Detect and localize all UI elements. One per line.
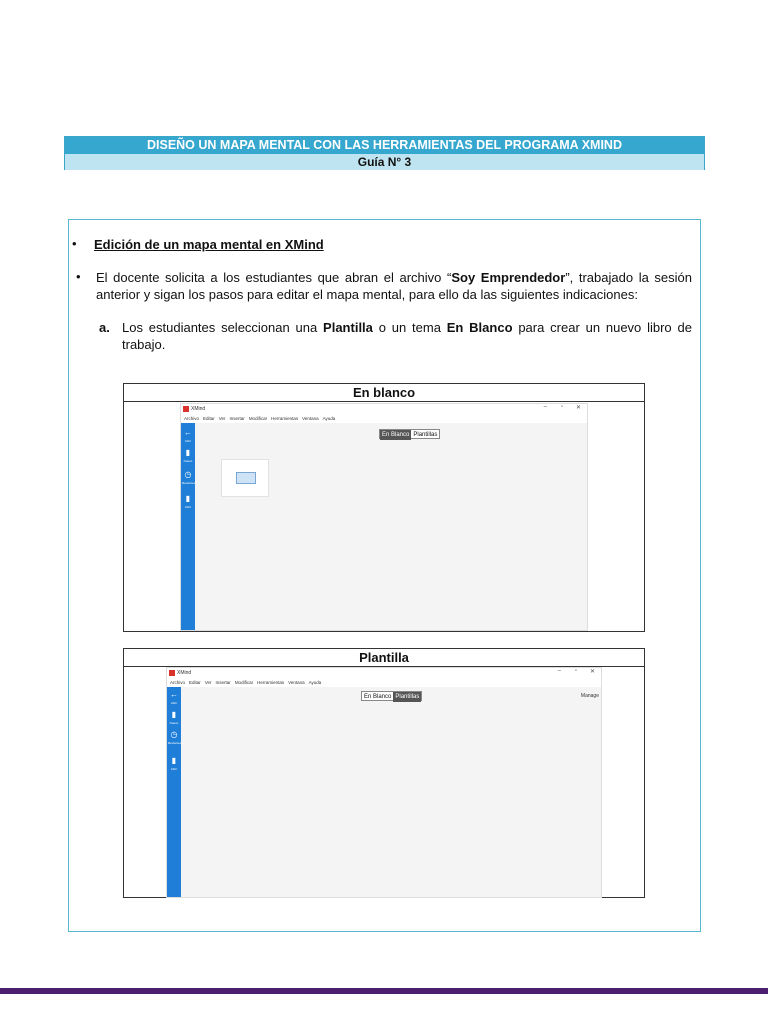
folder-icon[interactable]: ▮ — [171, 756, 177, 765]
toggle-templates[interactable]: Plantillas — [395, 694, 420, 700]
menu-item[interactable]: Ayuda — [308, 680, 322, 685]
menu-item[interactable]: Ver — [218, 416, 226, 421]
menu-item[interactable]: Insertar — [229, 416, 245, 421]
menu-item[interactable]: Herramientas — [271, 416, 299, 421]
menu-item[interactable]: Archivo — [170, 680, 186, 685]
folder-icon[interactable]: ▮ — [185, 494, 191, 503]
minimize-icon[interactable]: – — [543, 404, 547, 410]
sidebar-label: Nuevo — [183, 459, 193, 463]
item-a-line-1: Los estudiantes seleccionan una Plantilla o un tema En Blanco para crear un nuevo libro de — [122, 320, 692, 335]
xmind-window-blank — [180, 403, 588, 631]
xmind-window-template — [166, 667, 602, 898]
template-thumbnail[interactable] — [221, 459, 269, 497]
window-title: XMind — [191, 406, 206, 412]
menu-item[interactable]: Herramientas — [257, 680, 285, 685]
sidebar-label: Abrir — [170, 767, 178, 771]
menu-item[interactable]: Insertar — [215, 680, 231, 685]
app-sidebar — [167, 687, 181, 897]
figure-blank — [123, 383, 645, 632]
guide-number: Guía N° 3 — [65, 154, 704, 170]
template-canvas — [181, 687, 601, 897]
guide-title-box — [64, 136, 705, 170]
figure-blank-heading: En blanco — [124, 384, 644, 402]
bullet-icon: • — [72, 236, 77, 251]
paragraph-line-1: El docente solicita a los estudiantes que abran el archivo “Soy Emprendedor”, trabajado la sesión — [96, 270, 693, 285]
menu-item[interactable]: Ver — [204, 680, 212, 685]
section-heading: Edición de un mapa mental en XMind — [94, 237, 324, 252]
back-arrow-icon[interactable]: ← — [170, 690, 178, 699]
figure-template-heading: Plantilla — [124, 649, 644, 667]
toggle-blank[interactable]: En Blanco — [364, 694, 392, 700]
blank-template-toggle[interactable] — [361, 691, 422, 701]
sidebar-label: Abrir — [170, 701, 178, 705]
menu-bar — [167, 678, 601, 687]
toggle-templates[interactable]: Plantillas — [413, 432, 438, 438]
window-title: XMind — [177, 670, 192, 676]
item-a-label: a. — [99, 320, 110, 335]
menu-item[interactable]: Editar — [189, 680, 201, 685]
sidebar-label: Abrir — [184, 505, 192, 509]
menu-item[interactable]: Ventana — [288, 680, 305, 685]
menu-item[interactable]: Archivo — [184, 416, 200, 421]
maximize-icon[interactable]: ▫ — [574, 668, 577, 674]
footer-bar — [0, 988, 768, 994]
menu-item[interactable]: Ayuda — [322, 416, 336, 421]
minimize-icon[interactable]: – — [557, 668, 561, 674]
manage-link[interactable]: Manage — [580, 693, 599, 699]
back-arrow-icon[interactable]: ← — [184, 428, 192, 437]
guide-title: DISEÑO UN MAPA MENTAL CON LAS HERRAMIENTAS DEL PROGRAMA XMIND — [65, 137, 704, 154]
menu-item[interactable]: Modificar — [248, 416, 268, 421]
menu-item[interactable]: Editar — [203, 416, 215, 421]
new-file-icon[interactable]: ▮ — [185, 448, 191, 457]
clock-icon[interactable]: ◷ — [170, 730, 178, 739]
menu-bar — [181, 414, 587, 423]
new-file-icon[interactable]: ▮ — [171, 710, 177, 719]
app-sidebar — [181, 423, 195, 630]
paragraph-line-2: anterior y sigan los pasos para editar el mapa mental, para ello da las siguientes indicaciones: — [96, 287, 638, 302]
sidebar-label: Abrir — [184, 439, 192, 443]
clock-icon[interactable]: ◷ — [184, 470, 192, 479]
blank-template-toggle[interactable] — [379, 429, 440, 439]
sidebar-label: Recientes — [182, 481, 196, 485]
sidebar-label: Nuevo — [169, 721, 179, 725]
maximize-icon[interactable]: ▫ — [560, 404, 563, 410]
close-icon[interactable]: ✕ — [589, 669, 595, 675]
toggle-blank[interactable]: En Blanco — [382, 432, 410, 438]
item-a-line-2: trabajo. — [122, 337, 166, 352]
menu-item[interactable]: Ventana — [302, 416, 319, 421]
thumbnail-shape — [236, 472, 256, 484]
sidebar-label: Recientes — [168, 741, 182, 745]
figure-template — [123, 648, 645, 898]
bullet-icon: • — [76, 269, 81, 284]
close-icon[interactable]: ✕ — [575, 405, 581, 411]
template-canvas — [195, 423, 587, 630]
menu-item[interactable]: Modificar — [234, 680, 254, 685]
